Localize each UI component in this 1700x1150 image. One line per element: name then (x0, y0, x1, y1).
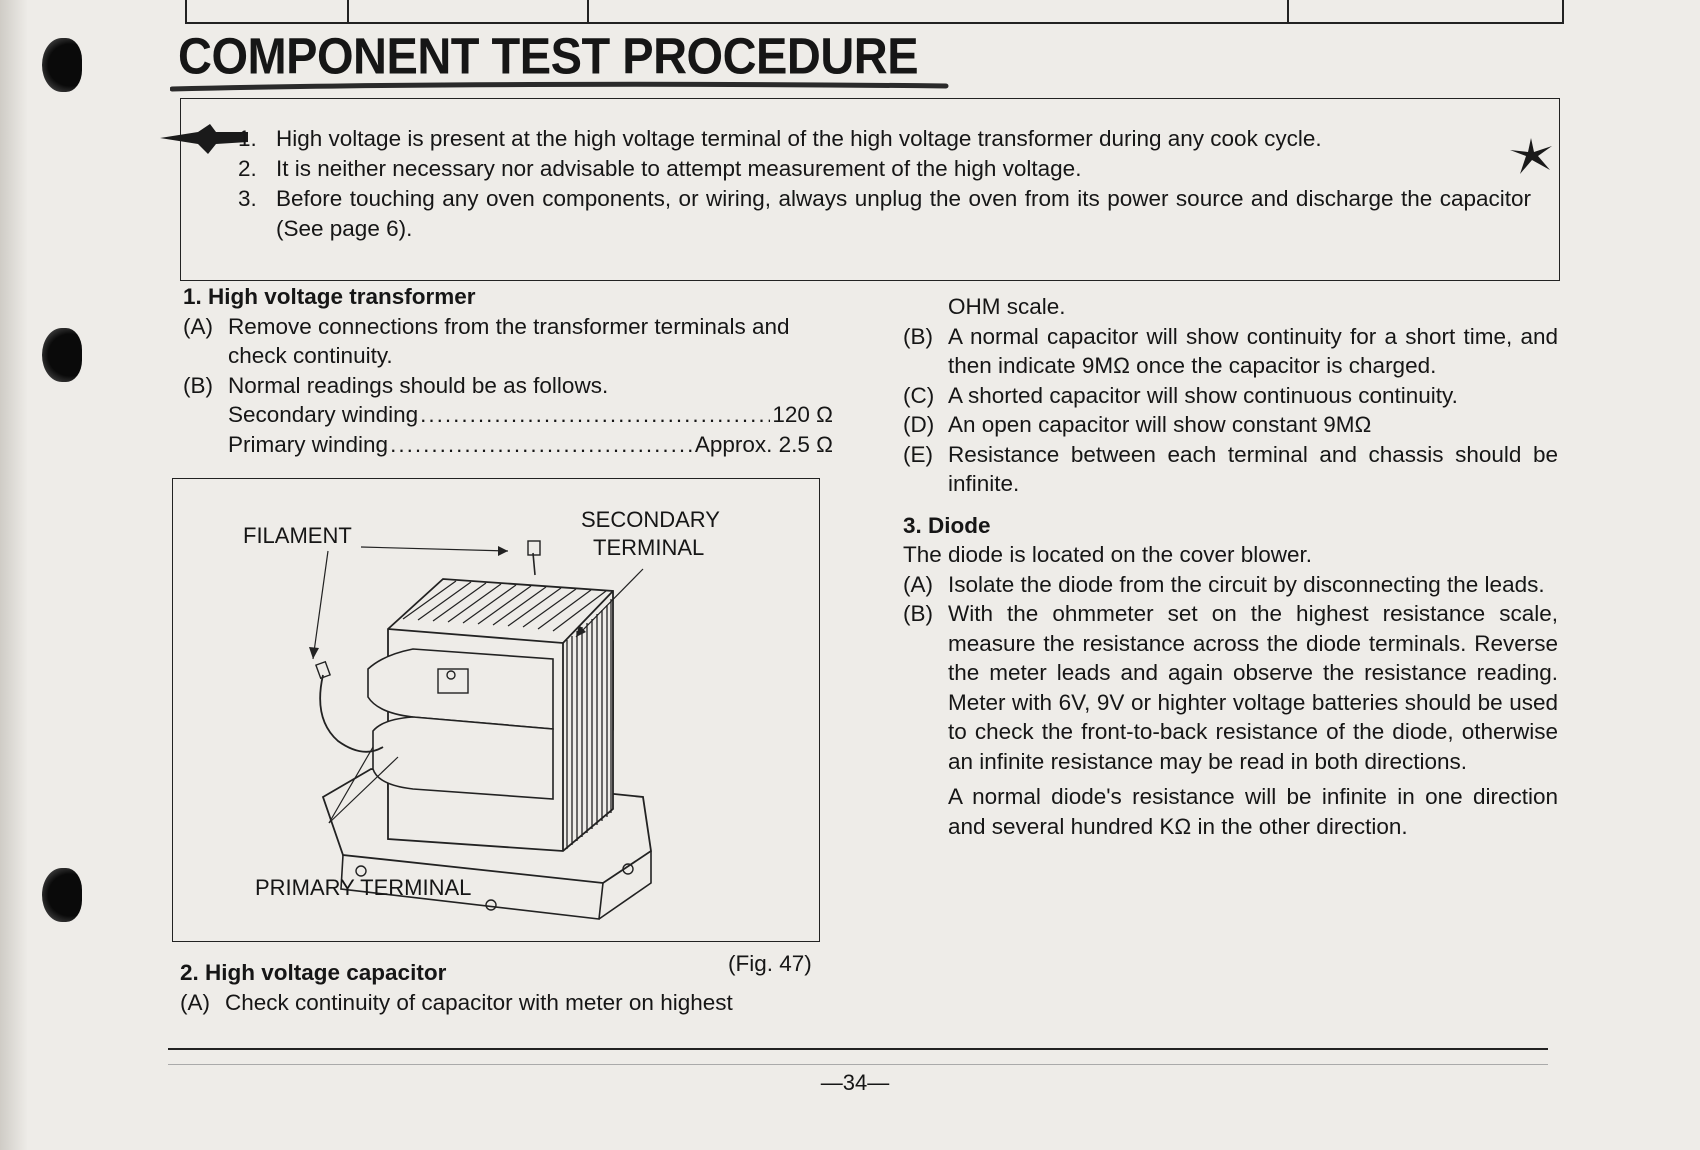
list-item: (B) Normal readings should be as follows. (183, 372, 609, 398)
binder-hole (42, 328, 82, 382)
handwritten-underline (170, 80, 950, 94)
diode-intro: The diode is located on the cover blower. (903, 542, 1312, 567)
list-item: OHM scale. (948, 294, 1066, 319)
page-title: COMPONENT TEST PROCEDURE (178, 27, 919, 85)
warning-item: 1. High voltage is present at the high voltage terminal of the high voltage transformer during any cook cycle. (238, 126, 1322, 151)
warning-item: 2. It is neither necessary nor advisable to attempt measurement of the high voltage. (238, 156, 1082, 181)
label-terminal: TERMINAL (593, 535, 705, 560)
diode-note: A normal diode's resistance will be infinite in one direction and several hundred KΩ in the other direction. (948, 784, 1558, 839)
capacitor-section (180, 958, 830, 1018)
page-number: —34— (820, 1070, 890, 1095)
transformer-section (183, 282, 833, 459)
list-item: (D) An open capacitor will show constant 9MΩ (903, 412, 1372, 437)
list-item: (A) Remove connections from the transformer terminals and check continuity. (183, 313, 790, 368)
reading-primary: Primary winding ..... Approx. 2.5 Ω (183, 430, 833, 460)
label-secondary: SECONDARY (581, 507, 720, 532)
previous-table-edge (185, 0, 1564, 24)
binder-hole (42, 868, 82, 922)
warning-list (238, 124, 1538, 244)
section-title: 2. High voltage capacitor (180, 960, 447, 985)
binder-edge (0, 0, 28, 1150)
list-item: (E) Resistance between each terminal and chassis should be infinite. (903, 441, 1558, 496)
label-primary-terminal: PRIMARY TERMINAL (255, 875, 472, 900)
section-title: 1. High voltage transformer (183, 284, 476, 309)
label-filament: FILAMENT (243, 523, 352, 548)
binder-hole (42, 38, 82, 92)
list-item: (B) A normal capacitor will show continuity for a short time, and then indicate 9MΩ once the capacitor is charged. (903, 323, 1558, 378)
footer-rule-thin (168, 1064, 1548, 1065)
right-column (903, 292, 1558, 841)
section-title: 3. Diode (903, 512, 991, 538)
figure-caption: (Fig. 47) (728, 951, 812, 976)
list-item: (A) Isolate the diode from the circuit by disconnecting the leads. (903, 571, 1545, 597)
list-item: (A) Check continuity of capacitor with meter on highest (180, 990, 733, 1015)
footer-rule (168, 1048, 1548, 1050)
transformer-figure (172, 478, 820, 942)
warning-item: 3. Before touching any oven components, or wiring, always unplug the oven from its power source and discharge the capacitor (See page 6). (238, 186, 1531, 241)
list-item: (B) With the ohmmeter set on the highest resistance scale, measure the resistance across the diode terminals. Reverse the meter leads and again observe the resistance reading. Meter with 6V, 9V or highter voltage batteries should be used to check the front-to-back resistance of the diode, otherwise an infinite resistance may be read in both directions. (903, 601, 1558, 774)
list-item: (C) A shorted capacitor will show continuous continuity. (903, 382, 1458, 408)
reading-secondary: Secondary winding ..... 120 Ω (183, 400, 833, 430)
